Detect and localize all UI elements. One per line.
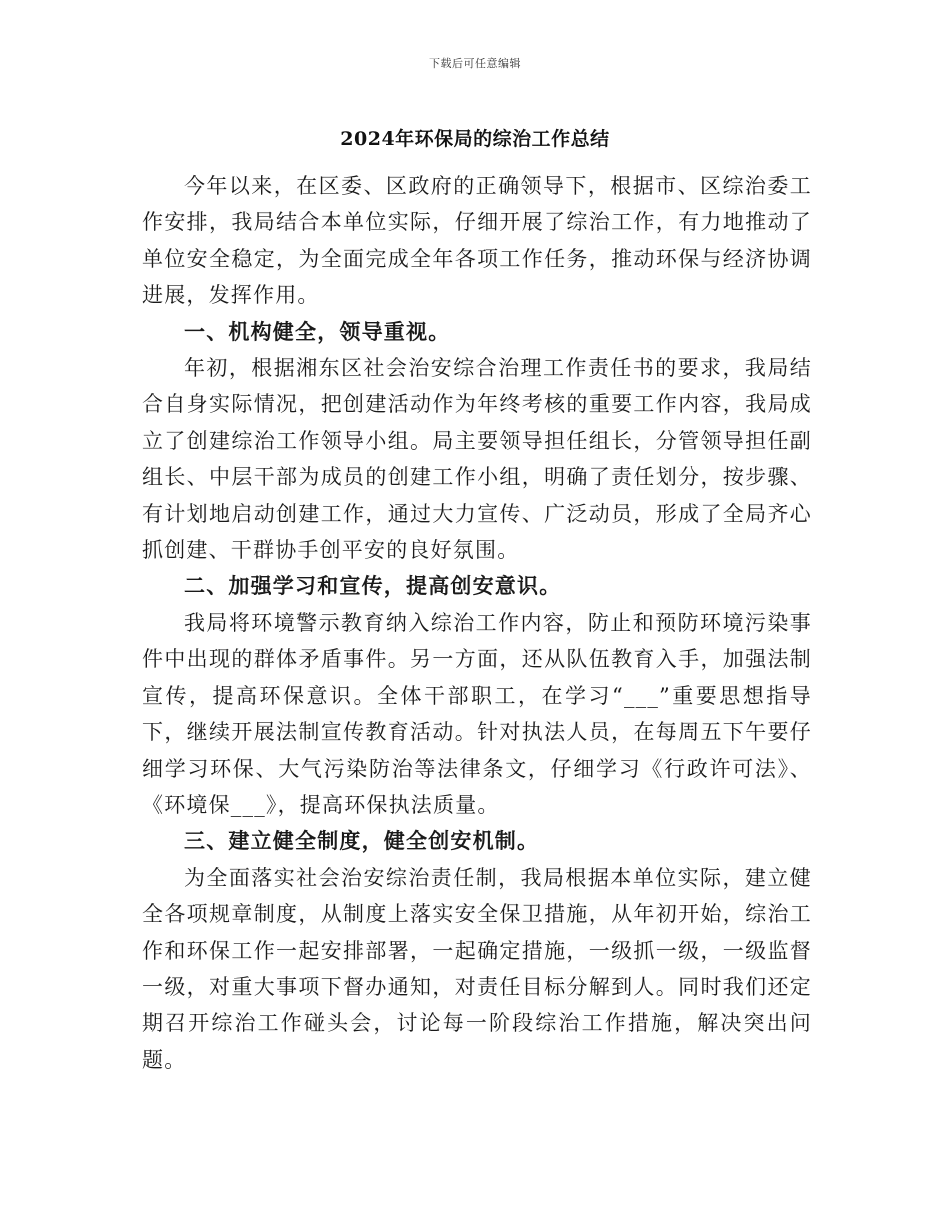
intro-paragraph: 今年以来，在区委、区政府的正确领导下，根据市、区综治委工作安排，我局结合本单位实际，仔细开展了综治工作，有力地推动了单位安全稳定，为全面完成全年各项工作任务，推动环保与经济协调进展，发挥作用。 [142,174,812,308]
section-body-2: 我局将环境警示教育纳入综治工作内容，防止和预防环境污染事件中出现的群体矛盾事件。另一方面，还从队伍教育入手，加强法制宣传，提高环保意识。全体干部职工，在学习“___”重要思想指导下，继续开展法制宣传教育活动。针对执法人员，在每周五下午要仔细学习环保、大气污染防治等法律条文，仔细学习《行政许可法》、《环境保___》，提高环保执法质量。 [142,610,812,817]
section-body-1: 年初，根据湘东区社会治安综合治理工作责任书的要求，我局结合自身实际情况，把创建活动作为年终考核的重要工作内容，我局成立了创建综治工作领导小组。局主要领导担任组长，分管领导担任副组长、中层干部为成员的创建工作小组，明确了责任划分，按步骤、有计划地启动创建工作，通过大力宣传、广泛动员，形成了全局齐心抓创建、干群协手创平安的良好氛围。 [142,356,812,563]
header-note: 下载后可任意编辑 [429,57,521,70]
section-body-3: 为全面落实社会治安综治责任制，我局根据本单位实际，建立健全各项规章制度，从制度上落实安全保卫措施，从年初开始，综治工作和环保工作一起安排部署，一起确定措施，一级抓一级，一级监督一级，对重大事项下督办通知，对责任目标分解到人。同时我们还定期召开综治工作碰头会，讨论每一阶段综治工作措施，解决突出问题。 [142,865,812,1072]
section-heading-3: 三、建立健全制度，健全创安机制。 [184,828,540,854]
section-heading-1: 一、机构健全，领导重视。 [184,318,451,344]
document-body [142,168,812,1078]
section-heading-2: 二、加强学习和宣传，提高创安意识。 [184,573,562,599]
document-title: 2024年环保局的综治工作总结 [340,128,610,150]
